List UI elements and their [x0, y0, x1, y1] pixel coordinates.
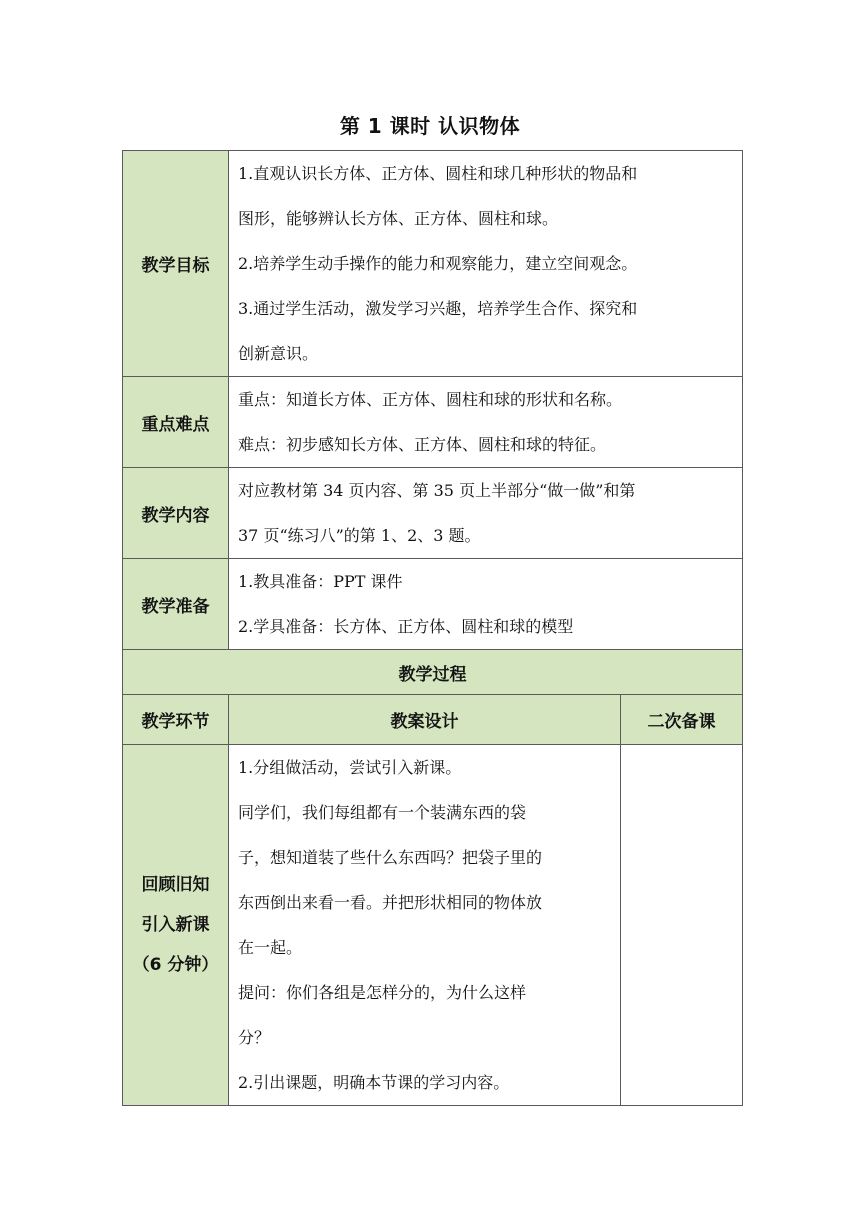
column-stage-header: 教学环节	[123, 695, 229, 745]
stage-design-line: 分？	[238, 1028, 271, 1047]
content-text	[229, 468, 743, 559]
stage-label-line: 回顾旧知	[141, 875, 210, 895]
goals-line: 图形，能够辨认长方体、正方体、圆柱和球。	[238, 209, 559, 228]
stage-row	[123, 745, 743, 1106]
preparation-row	[123, 559, 743, 650]
goals-row	[123, 151, 743, 377]
key-points-row	[123, 377, 743, 468]
column-notes-header: 二次备课	[621, 695, 743, 745]
stage-design-line: 同学们，我们每组都有一个装满东西的袋	[238, 803, 527, 822]
stage-label-line: 引入新课	[141, 915, 210, 935]
goals-line: 创新意识。	[238, 344, 319, 363]
stage-design-line: 子，想知道装了些什么东西吗？把袋子里的	[238, 848, 543, 867]
content-line: 对应教材第 34 页内容、第 35 页上半部分“做一做”和第	[238, 481, 636, 500]
key-points-label: 重点难点	[123, 377, 229, 468]
stage-design-line: 提问：你们各组是怎样分的，为什么这样	[238, 983, 527, 1002]
goals-label: 教学目标	[123, 151, 229, 377]
content-line: 37 页“练习八”的第 1、2、3 题。	[238, 526, 481, 545]
column-design-header: 教案设计	[229, 695, 621, 745]
key-points-line: 难点：初步感知长方体、正方体、圆柱和球的特征。	[238, 435, 607, 454]
stage-design-content	[229, 745, 621, 1106]
content-row	[123, 468, 743, 559]
key-points-content	[229, 377, 743, 468]
process-header-row	[123, 650, 743, 695]
goals-line: 2.培养学生动手操作的能力和观察能力，建立空间观念。	[238, 254, 638, 273]
key-points-line: 重点：知道长方体、正方体、圆柱和球的形状和名称。	[238, 390, 623, 409]
goals-content	[229, 151, 743, 377]
preparation-content	[229, 559, 743, 650]
process-header: 教学过程	[123, 650, 743, 695]
stage-design-line: 1.分组做活动，尝试引入新课。	[238, 758, 462, 777]
preparation-label: 教学准备	[123, 559, 229, 650]
stage-design-line: 东西倒出来看一看。并把形状相同的物体放	[238, 893, 543, 912]
lesson-title: 第 1 课时 认识物体	[339, 114, 521, 138]
stage-design-line: 在一起。	[238, 938, 303, 957]
goals-line: 1.直观认识长方体、正方体、圆柱和球几种形状的物品和	[238, 164, 638, 183]
goals-line: 3.通过学生活动，激发学习兴趣，培养学生合作、探究和	[238, 299, 638, 318]
stage-label	[123, 745, 229, 1106]
lesson-plan-table	[122, 150, 743, 1106]
preparation-line: 1.教具准备：PPT 课件	[238, 572, 403, 591]
content-label: 教学内容	[123, 468, 229, 559]
process-columns-row	[123, 695, 743, 745]
stage-label-line: （6 分钟）	[132, 955, 219, 975]
preparation-line: 2.学具准备：长方体、正方体、圆柱和球的模型	[238, 617, 574, 636]
stage-notes-cell	[621, 745, 743, 1106]
stage-design-line: 2.引出课题，明确本节课的学习内容。	[238, 1073, 510, 1092]
